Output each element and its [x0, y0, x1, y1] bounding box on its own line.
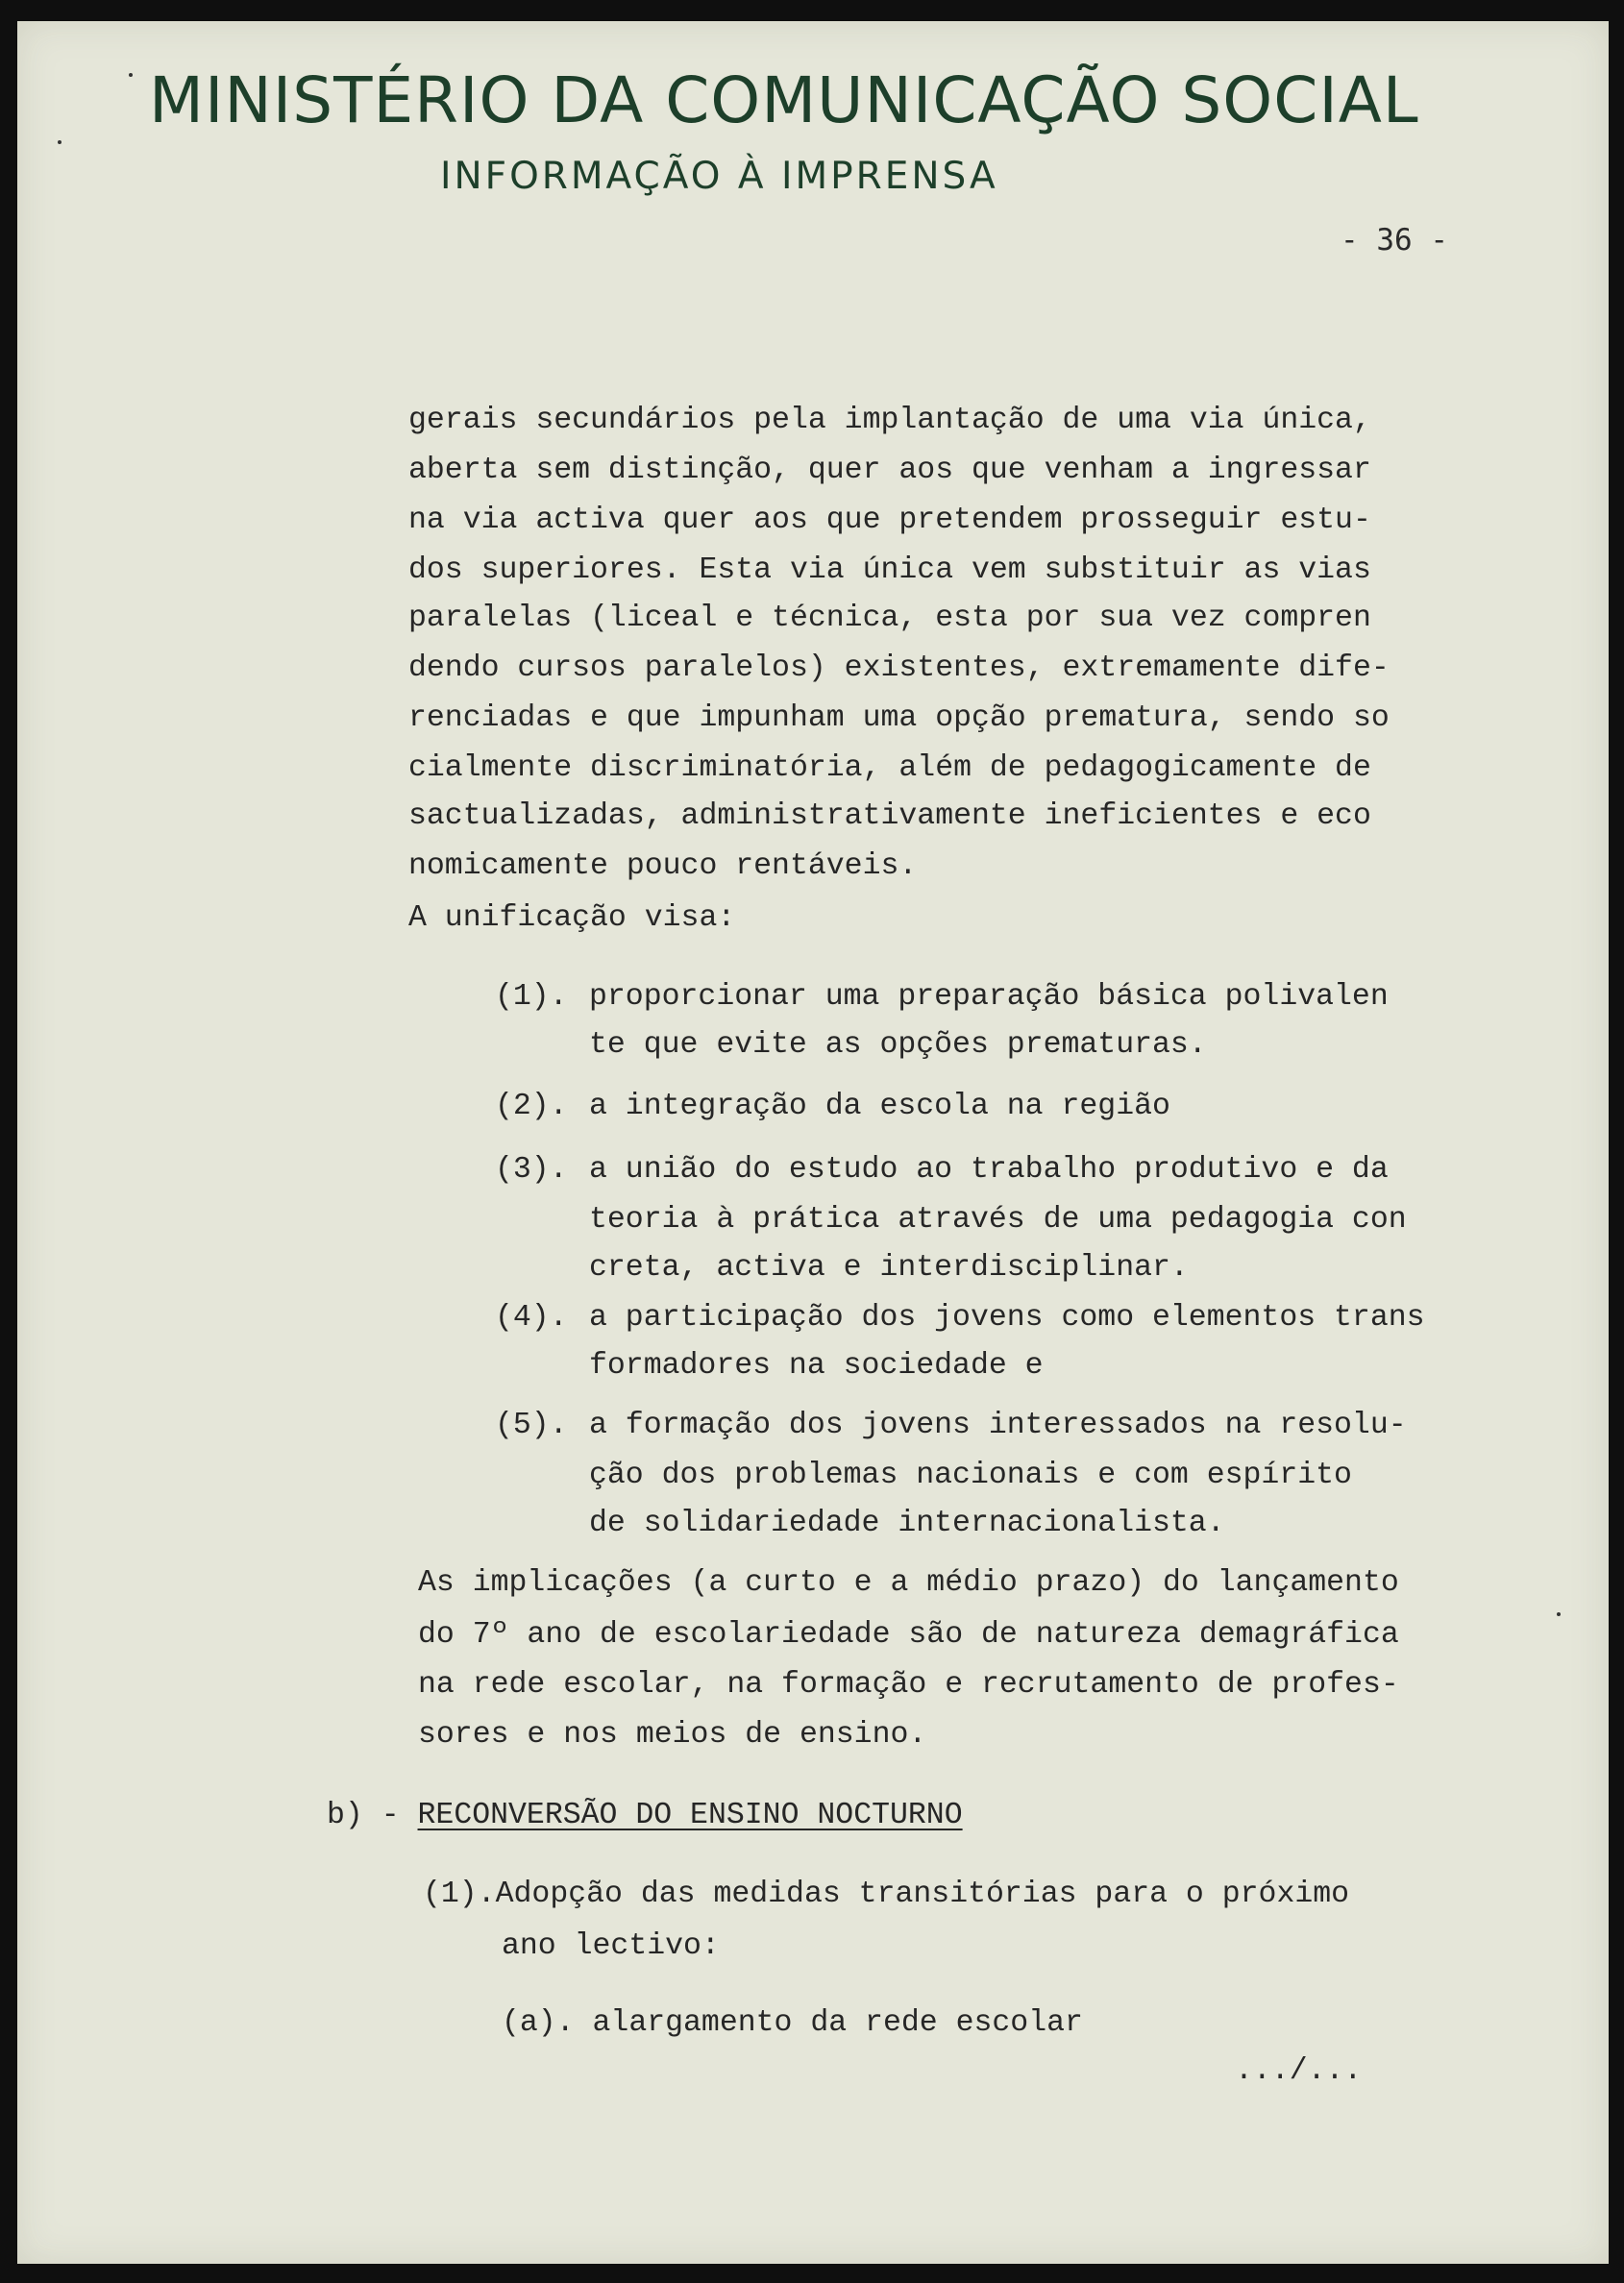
text-line: dendo cursos paralelos) existentes, extremamente dife- [408, 651, 1390, 685]
list-item-text: a formação dos jovens interessados na resolu- [589, 1409, 1407, 1442]
text-line: cialmente discriminatória, além de pedagogicamente de [408, 751, 1371, 785]
text-line: renciadas e que impunham uma opção prematura, sendo so [408, 701, 1390, 735]
paper-speck [1557, 1612, 1561, 1616]
text-line: do 7º ano de escolariedade são de natureza demagráfica [418, 1618, 1399, 1652]
section-heading-b [327, 1797, 963, 1835]
list-item-text: ção dos problemas nacionais e com espírito [589, 1459, 1352, 1492]
list-item-text: creta, activa e interdisciplinar. [589, 1251, 1189, 1285]
list-item-text: ano lectivo: [502, 1929, 720, 1963]
list-number: (1). [495, 980, 568, 1014]
section-title: RECONVERSÃO DO ENSINO NOCTURNO [417, 1799, 963, 1832]
letterhead-title: MINISTÉRIO DA COMUNICAÇÃO SOCIAL [149, 63, 1419, 137]
list-item-text: teoria à prática através de uma pedagogia con [589, 1203, 1407, 1237]
list-item-text: (1).Adopção das medidas transitórias para o próximo [423, 1878, 1350, 1911]
text-line: As implicações (a curto e a médio prazo) do lançamento [418, 1566, 1399, 1600]
text-line: na via activa quer aos que pretendem prosseguir estu- [408, 503, 1371, 537]
list-item-text: a participação dos jovens como elementos trans [589, 1301, 1425, 1335]
list-number: (4). [495, 1301, 568, 1335]
text-line: gerais secundários pela implantação de uma via única, [408, 404, 1371, 437]
paper-speck [129, 73, 133, 77]
list-item-text: formadores na sociedade e [589, 1349, 1044, 1383]
continuation-marker: .../... [1235, 2054, 1363, 2088]
text-line: sores e nos meios de ensino. [418, 1718, 927, 1752]
list-item-text: a integração da escola na região [589, 1090, 1170, 1123]
text-line: nomicamente pouco rentáveis. [408, 849, 918, 883]
list-item-text: de solidariedade internacionalista. [589, 1507, 1225, 1540]
list-item-text: proporcionar uma preparação básica polivalen [589, 980, 1389, 1014]
sub-list-item: (a). alargamento da rede escolar [502, 2006, 1083, 2040]
list-number: (2). [495, 1090, 568, 1123]
list-item-text: a união do estudo ao trabalho produtivo e da [589, 1153, 1389, 1187]
page-number: - 36 - [1341, 223, 1448, 258]
section-label: b) - [327, 1799, 418, 1832]
text-line: paralelas (liceal e técnica, esta por sua vez compren [408, 601, 1371, 635]
text-line: na rede escolar, na formação e recrutamento de profes- [418, 1668, 1399, 1702]
list-number: (3). [495, 1153, 568, 1187]
text-line: dos superiores. Esta via única vem substituir as vias [408, 553, 1371, 587]
text-line: sactualizadas, administrativamente ineficientes e eco [408, 799, 1371, 833]
text-line: aberta sem distinção, quer aos que venham a ingressar [408, 454, 1371, 487]
list-item-text: te que evite as opções prematuras. [589, 1028, 1207, 1062]
letterhead-subtitle: INFORMAÇÃO À IMPRENSA [440, 155, 998, 198]
document-page [17, 21, 1609, 2264]
paper-speck [58, 140, 62, 144]
list-number: (5). [495, 1409, 568, 1442]
list-intro: A unificação visa: [408, 901, 736, 935]
